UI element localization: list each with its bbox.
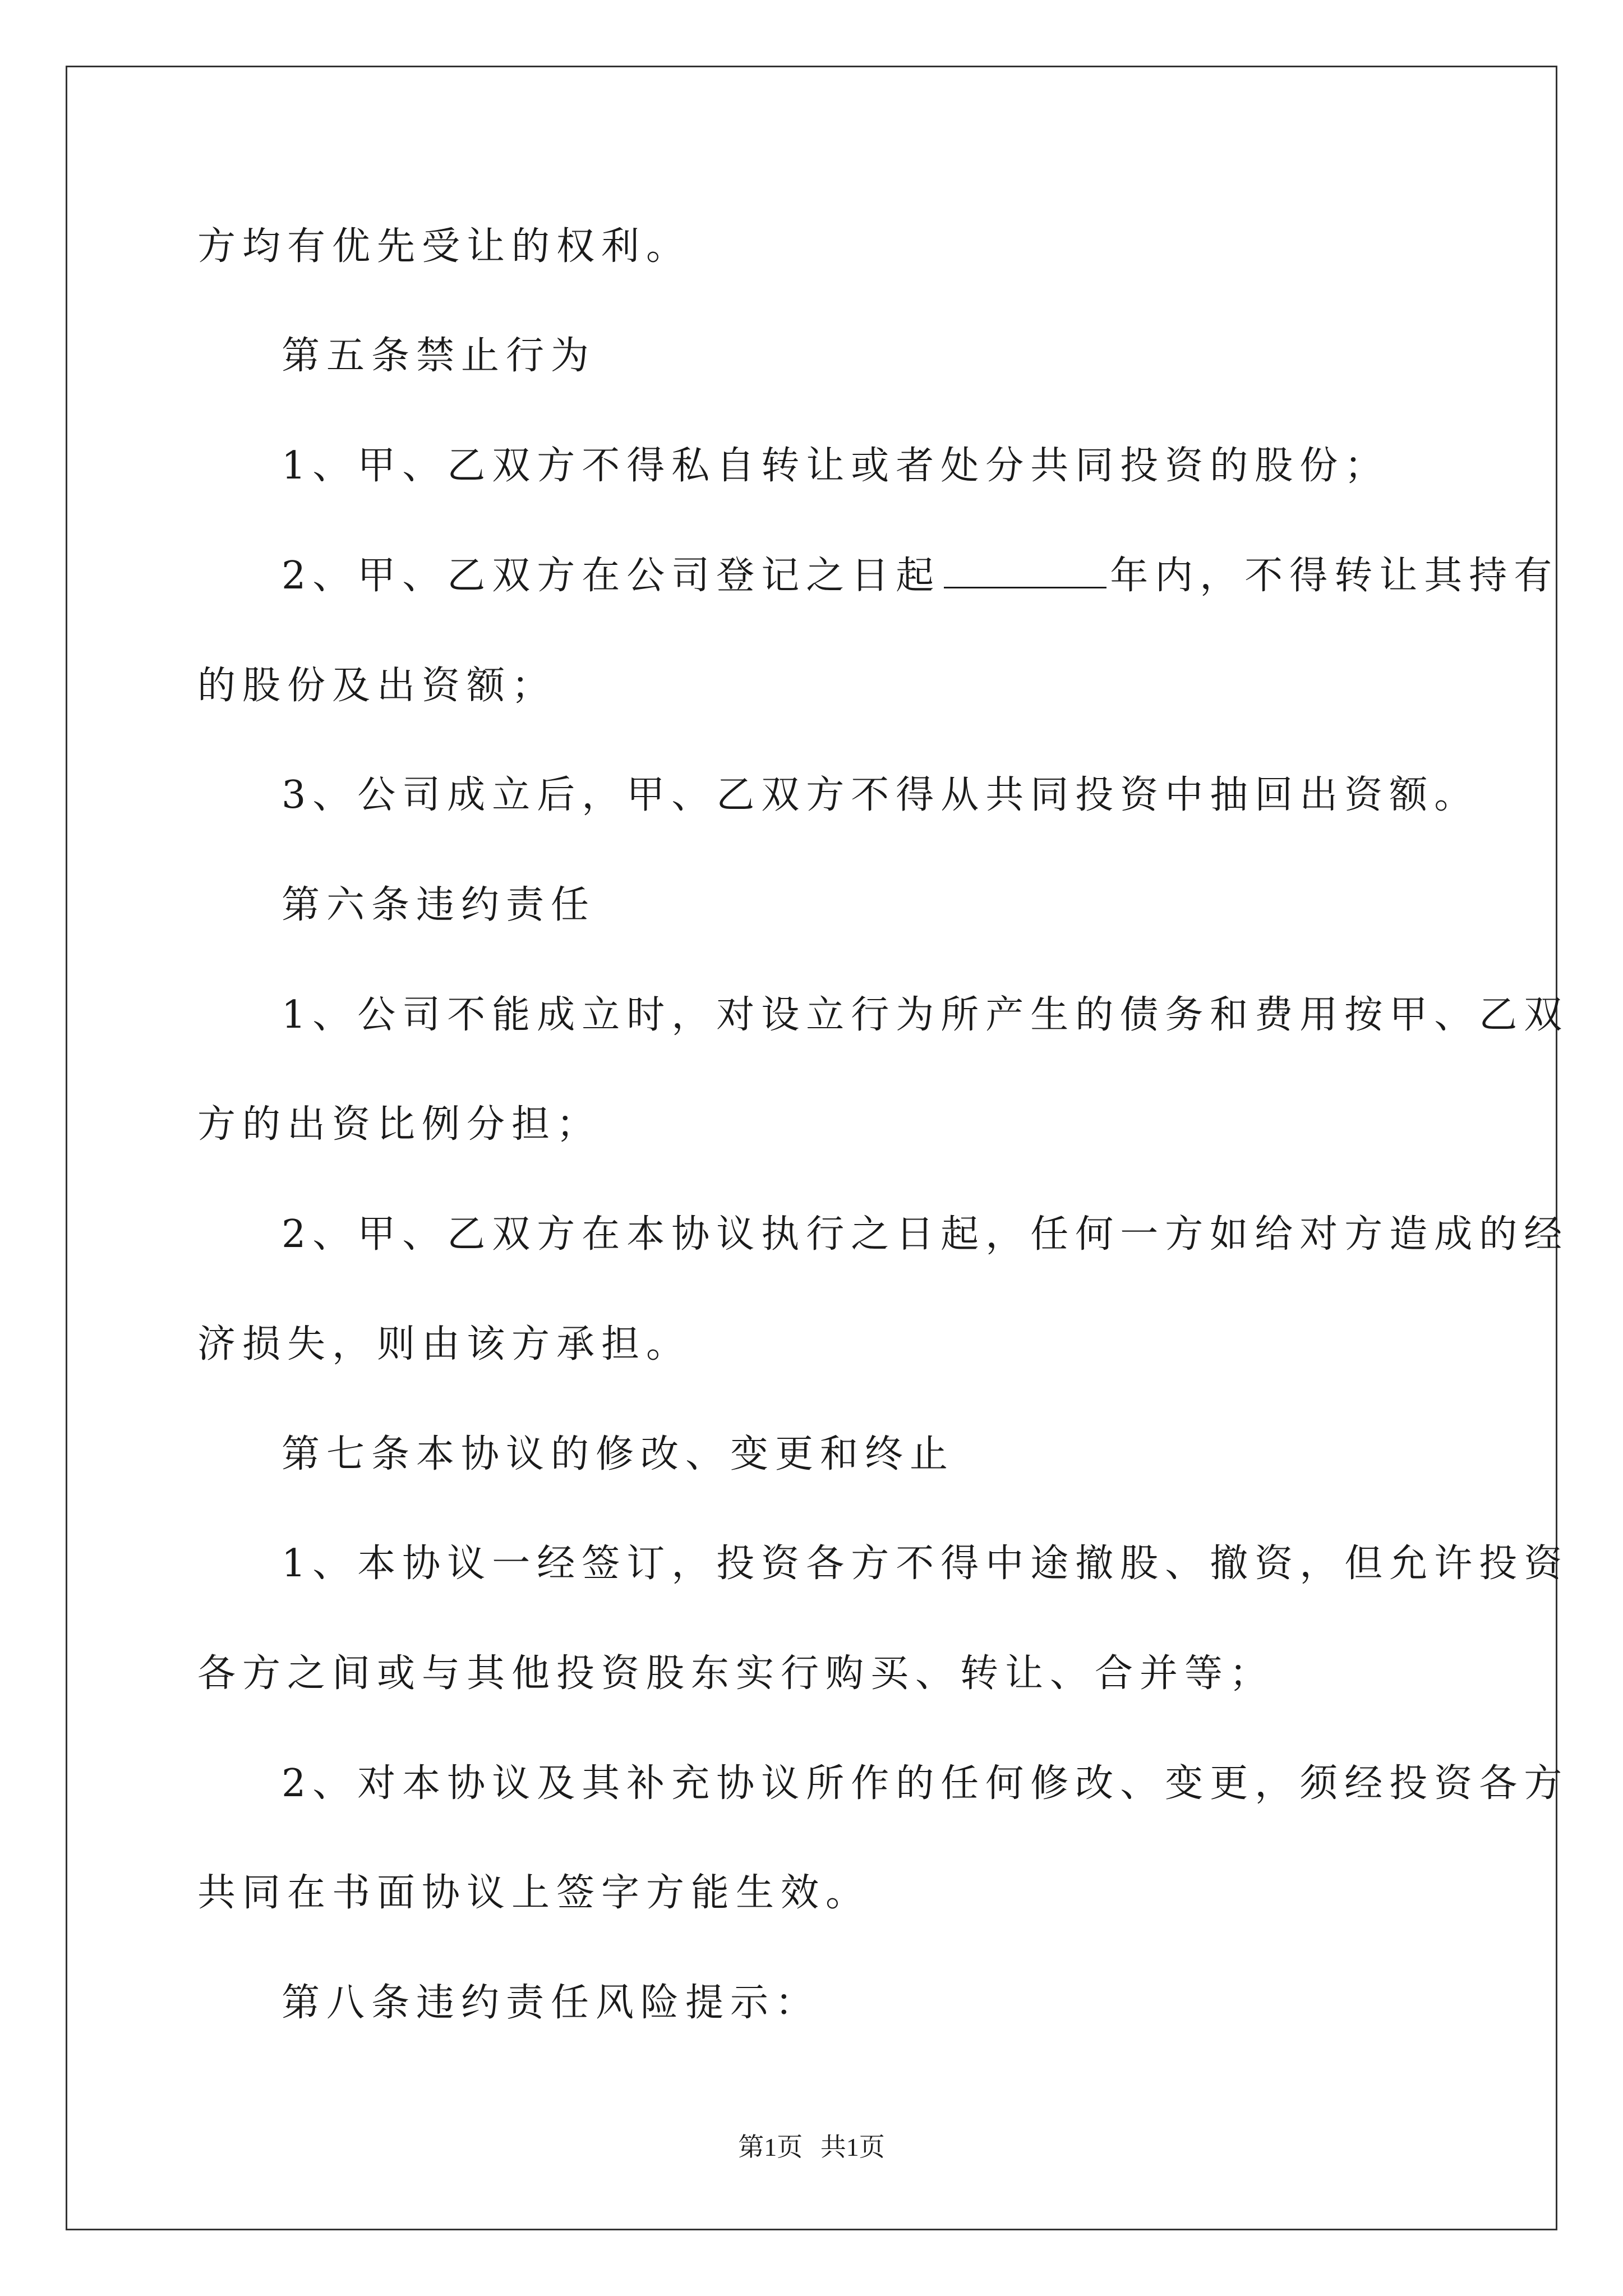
paragraph-line: 3、公司成立后，甲、乙双方不得从共同投资中抽回出资额。 (282, 773, 1479, 817)
paragraph-line: 1、本协议一经签订，投资各方不得中途撤股、撤资，但允许投资 (282, 1542, 1569, 1586)
section-heading: 第六条违约责任 (282, 883, 596, 927)
paragraph-line: 共同在书面协议上签字方能生效。 (197, 1871, 871, 1915)
paragraph-line: 1、公司不能成立时，对设立行为所产生的债务和费用按甲、乙双 (282, 993, 1569, 1037)
paragraph-line (282, 551, 1559, 601)
section-heading: 第八条违约责任风险提示： (282, 1981, 820, 2025)
paragraph-line: 济损失，则由该方承担。 (197, 1322, 691, 1366)
paragraph-line: 方均有优先受让的权利。 (197, 224, 691, 269)
page-number-current: 第1页 (738, 2133, 803, 2161)
paragraph-line: 的股份及出资额； (197, 664, 557, 708)
paragraph-line: 各方之间或与其他投资股东实行购买、转让、合并等； (197, 1651, 1275, 1696)
page-footer (0, 2131, 1623, 2164)
paragraph-line: 2、对本协议及其补充协议所作的任何修改、变更，须经投资各方 (282, 1761, 1569, 1806)
clause-text: 年内，不得转让其持有 (1110, 554, 1559, 598)
paragraph-line: 方的出资比例分担； (197, 1102, 602, 1147)
section-heading: 第五条禁止行为 (282, 334, 596, 378)
clause-text: 2、甲、乙双方在公司登记之日起 (282, 554, 941, 598)
section-heading: 第七条本协议的修改、变更和终止 (282, 1432, 955, 1476)
paragraph-line: 2、甲、乙双方在本协议执行之日起，任何一方如给对方造成的经 (282, 1212, 1569, 1257)
page-number-total: 共1页 (820, 2133, 885, 2161)
fill-in-blank (944, 554, 1106, 588)
paragraph-line: 1、甲、乙双方不得私自转让或者处分共同投资的股份； (282, 444, 1390, 488)
